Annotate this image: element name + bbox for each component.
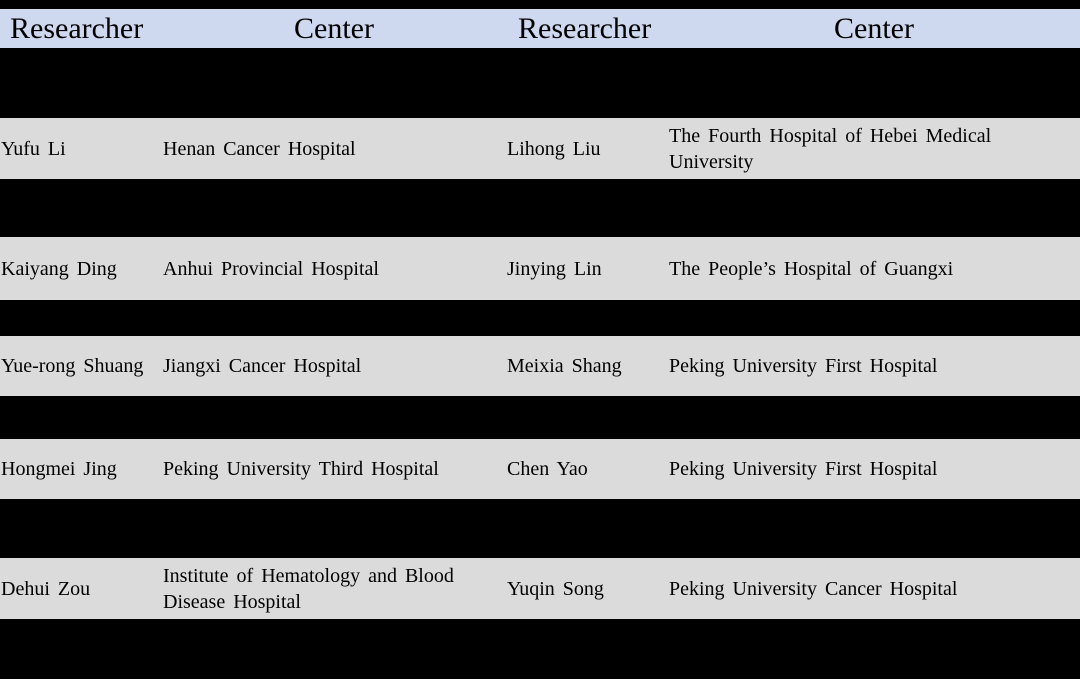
researcher-cell: Chen Yao xyxy=(507,458,588,480)
researcher-cell: Meixia Shang xyxy=(507,355,622,377)
header-center-2: Center xyxy=(834,12,914,45)
header-researcher-1: Researcher xyxy=(10,12,144,45)
table-row xyxy=(0,237,1080,300)
center-cell: Peking University Cancer Hospital xyxy=(669,577,958,600)
header-center-1: Center xyxy=(294,12,374,45)
table-row xyxy=(0,558,1080,619)
center-cell: Anhui Provincial Hospital xyxy=(163,257,379,280)
center-cell: Peking University First Hospital xyxy=(669,355,938,377)
table-row xyxy=(0,336,1080,396)
center-cell: The Fourth Hospital of Hebei Medical University xyxy=(669,124,992,173)
researcher-cell: Hongmei Jing xyxy=(1,458,117,480)
researcher-cell: Dehui Zou xyxy=(1,577,91,600)
researcher-cell: Yuqin Song xyxy=(507,577,604,600)
center-cell: The People’s Hospital of Guangxi xyxy=(669,257,954,280)
researcher-cell: Yue-rong Shuang xyxy=(1,355,144,377)
center-cell: Jiangxi Cancer Hospital xyxy=(163,355,362,377)
center-cell: Henan Cancer Hospital xyxy=(163,137,356,160)
researcher-cell: Yufu Li xyxy=(1,137,66,160)
header-researcher-2: Researcher xyxy=(518,12,652,45)
table-row xyxy=(0,439,1080,499)
center-cell: Peking University Third Hospital xyxy=(163,458,439,480)
center-cell: Institute of Hematology and Blood Disease Hospital xyxy=(163,564,454,613)
researcher-cell: Lihong Liu xyxy=(507,137,601,160)
table-header xyxy=(0,9,1080,48)
researcher-cell: Jinying Lin xyxy=(507,257,602,280)
table-row xyxy=(0,118,1080,179)
center-cell: Peking University First Hospital xyxy=(669,458,938,480)
researcher-cell: Kaiyang Ding xyxy=(1,257,117,280)
